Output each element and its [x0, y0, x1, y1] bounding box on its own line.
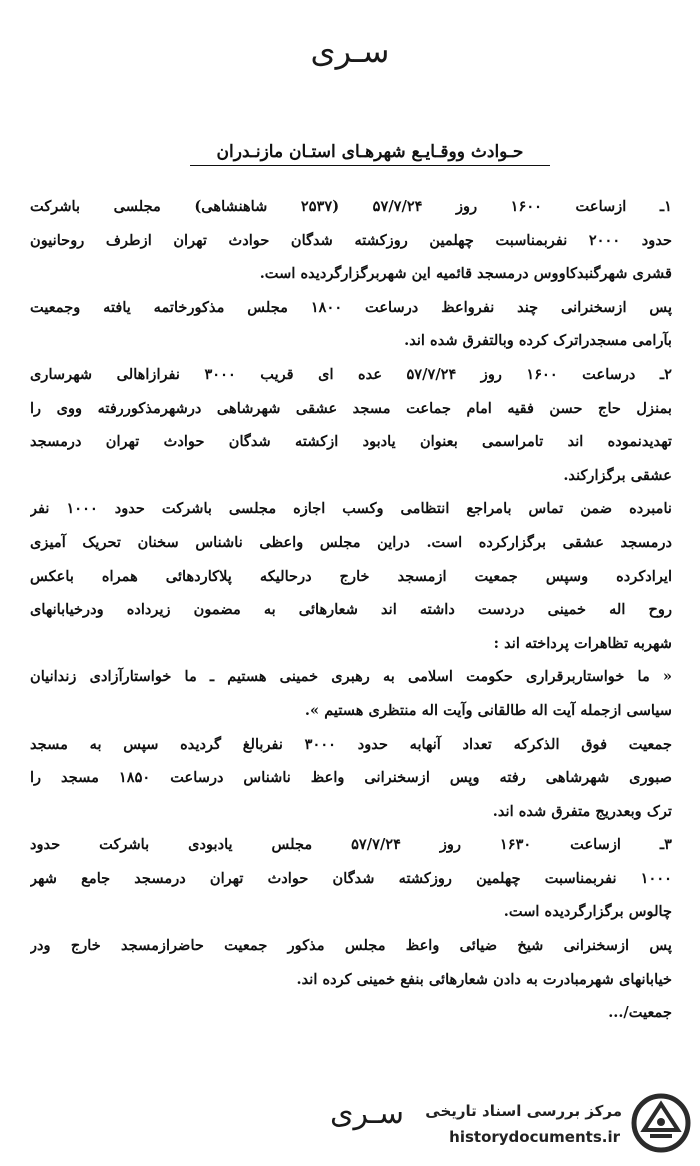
document-body [30, 190, 672, 1030]
body-line: ایرادکرده وسپس جمعیت ازمسجد خارج درحالیکه پلاکاردهائی همراه باعکس [30, 567, 672, 585]
watermark-url: historydocuments.ir [449, 1128, 620, 1146]
body-line: تهدیدنموده اند تامراسمی بعنوان یادبود ازکشته شدگان حوادث تهران درمسجد [30, 433, 672, 451]
body-line: ترک وبعدریج متفرق شده اند. [492, 802, 672, 820]
body-line: ۱۰۰۰ نفربمناسبت چهلمین روزکشته شدگان حوادث تهران درمسجد جامع شهر [30, 869, 672, 887]
archive-logo-icon [630, 1092, 692, 1154]
body-line: بآرامی مسجدراترک کرده وبالتفرق شده اند. [404, 332, 672, 350]
page-footer [0, 1088, 700, 1166]
body-line: پس ازسخنرانی چند نفرواعظ درساعت ۱۸۰۰ مجلس مذکورخاتمه یافته وجمعیت [30, 298, 672, 316]
body-line: « ما خواستاربرقراری حکومت اسلامی به رهبری خمینی هستیم ـ ما خواستارآزادی زندانیان [30, 668, 672, 686]
document-heading: حـوادث ووقـایـع شهرهـای استـان مازنـدران [190, 142, 550, 166]
body-line: ۳ـ ازساعت ۱۶۳۰ روز ۵۷/۷/۲۴ مجلس یادبودی باشرکت حدود [30, 836, 672, 854]
body-line: پس ازسخنرانی شیخ ضیائی واعظ مجلس مذکور جمعیت حاضرازمسجد خارج ودر [30, 937, 672, 955]
body-line: خیابانهای شهرمبادرت به دادن شعارهائی بنفع خمینی کرده اند. [296, 970, 672, 988]
body-line: عشقی برگزارکند. [563, 466, 672, 484]
body-line: شهربه تظاهرات پرداخته اند : [493, 634, 672, 652]
body-line: جمعیت/... [608, 1004, 672, 1022]
body-line: سیاسی ازجمله آیت اله طالقانی وآیت اله منتظری هستیم ». [304, 701, 672, 719]
classification-mark-bottom: سـری [330, 1096, 404, 1131]
body-line: چالوس برگزارگردیده است. [503, 903, 672, 921]
body-line: قشری شهرگنبدکاووس درمسجد قائمیه این شهربرگزارگردیده است. [259, 265, 672, 283]
body-line: جمعیت فوق الذکرکه تعداد آنهابه حدود ۳۰۰۰ نفربالغ گردیده سپس به مسجد [30, 735, 672, 753]
body-line: ۲ـ درساعت ۱۶۰۰ روز ۵۷/۷/۲۴ عده ای قریب ۳۰۰۰ نفرازاهالی شهرساری [30, 365, 672, 383]
body-line: نامبرده ضمن تماس بامراجع انتظامی وکسب اجازه مجلسی باشرکت حدود ۱۰۰۰ نفر [30, 500, 672, 518]
body-line: بمنزل حاج حسن فقیه امام جماعت مسجد عشقی شهرشاهی درشهرمذکوررفته ووی را [30, 399, 672, 417]
classification-mark-top: سـری [310, 32, 390, 70]
body-line: ۱ـ ازساعت ۱۶۰۰ روز ۵۷/۷/۲۴ (۲۵۳۷ شاهنشاهی) مجلسی باشرکت [30, 198, 672, 215]
watermark-org-name: مرکز بررسی اسناد تاریخی [425, 1102, 622, 1120]
body-line: حدود ۲۰۰۰ نفربمناسبت چهلمین روزکشته شدگان حوادث تهران ازطرف روحانیون [30, 231, 672, 249]
body-line: روح اله خمینی دردست داشته اند شعارهائی به مضمون زیرداده ودرخیابانهای [30, 601, 672, 619]
body-line: درمسجد عشقی برگزارکرده است. دراین مجلس واعظی ناشناس سخنان تحریک آمیزی [30, 533, 672, 551]
body-line: صبوری شهرشاهی رفته وپس ازسخنرانی واعظ ناشناس درساعت ۱۸۵۰ مسجد را [30, 769, 672, 787]
